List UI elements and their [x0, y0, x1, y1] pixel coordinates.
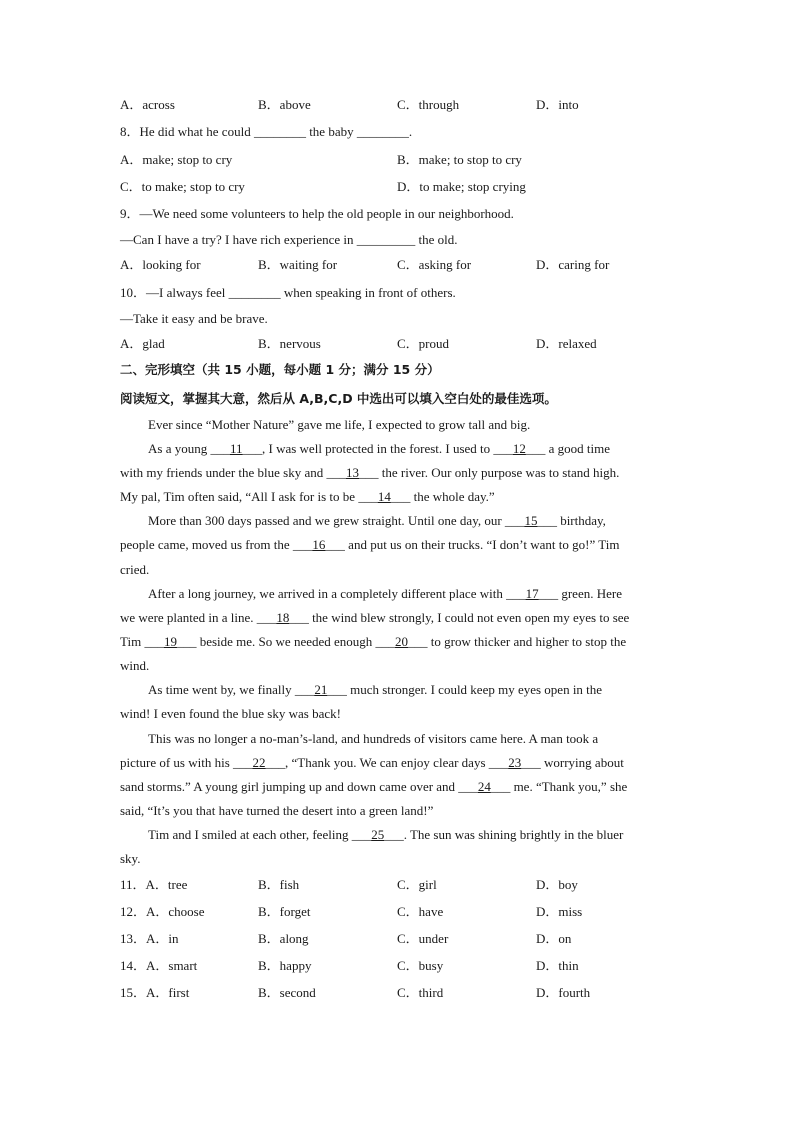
option-d: D．fourth: [536, 985, 591, 1000]
blank-number: 24: [477, 779, 491, 794]
blank-number: 15: [524, 513, 538, 528]
passage-line: Tim ___19___ beside me. So we needed enough ___20___ to grow thicker and higher to stop the: [120, 634, 627, 649]
option-b: B．make; to stop to cry: [397, 152, 522, 167]
option-d: D．caring for: [536, 257, 610, 272]
option-d: D．thin: [536, 958, 579, 973]
section-instruction: 阅读短文，掌握其大意，然后从 A,B,C,D 中选出可以填入空白处的最佳选项。: [120, 391, 557, 406]
passage-line: people came, moved us from the ___16___ and put us on their trucks. “I don’t want to go!” Tim: [120, 537, 620, 552]
passage-line: wind.: [120, 658, 150, 673]
passage-line: As a young ___11___, I was well protected in the forest. I used to ___12___ a good time: [148, 441, 611, 456]
option-b: B．nervous: [258, 336, 321, 351]
option-b: B．above: [258, 97, 311, 112]
option-a: 15．A．first: [120, 985, 190, 1000]
blank-number: 18: [276, 610, 290, 625]
option-c: C．under: [397, 931, 449, 946]
option-d: D．into: [536, 97, 579, 112]
passage-line: Ever since “Mother Nature” gave me life, I expected to grow tall and big.: [148, 417, 531, 432]
option-b: B．second: [258, 985, 316, 1000]
blank-number: 23: [508, 755, 522, 770]
option-b: B．forget: [258, 904, 311, 919]
option-c: C．have: [397, 904, 444, 919]
option-d: D．miss: [536, 904, 583, 919]
option-a: 11．A．tree: [120, 877, 188, 892]
option-c: C．asking for: [397, 257, 472, 272]
option-d: D．relaxed: [536, 336, 597, 351]
option-c: C．to make; stop to cry: [120, 179, 245, 194]
q8-stem: 8．He did what he could ________ the baby ________.: [120, 124, 413, 139]
blank-number: 21: [314, 682, 328, 697]
q9-line2: —Can I have a try? I have rich experience in _________ the old.: [120, 232, 458, 247]
option-c: C．through: [397, 97, 460, 112]
option-a: A．glad: [120, 336, 165, 351]
option-a: 14．A．smart: [120, 958, 198, 973]
option-a: A．looking for: [120, 257, 201, 272]
passage-line: sand storms.” A young girl jumping up and down came over and ___24___ me. “Thank you,” she: [120, 779, 628, 794]
passage-line: This was no longer a no-man’s-land, and hundreds of visitors came here. A man took a: [148, 731, 599, 746]
option-c: C．girl: [397, 877, 437, 892]
passage-line: said, “It’s you that have turned the desert into a green land!”: [120, 803, 434, 818]
option-b: B．happy: [258, 958, 312, 973]
blank-number: 20: [395, 634, 409, 649]
option-b: B．along: [258, 931, 309, 946]
option-b: B．fish: [258, 877, 300, 892]
blank-number: 12: [512, 441, 526, 456]
option-a: 13．A．in: [120, 931, 179, 946]
passage-line: As time went by, we finally ___21___ much stronger. I could keep my eyes open in the: [148, 682, 603, 697]
option-d: D．to make; stop crying: [397, 179, 526, 194]
blank-number: 17: [525, 586, 539, 601]
blank-number: 22: [252, 755, 266, 770]
passage-line: More than 300 days passed and we grew straight. Until one day, our ___15___ birthday,: [148, 513, 606, 528]
option-a: 12．A．choose: [120, 904, 205, 919]
option-a: A．make; stop to cry: [120, 152, 233, 167]
option-c: C．third: [397, 985, 444, 1000]
passage-line: with my friends under the blue sky and ___13___ the river. Our only purpose was to stand high.: [120, 465, 620, 480]
passage-line: My pal, Tim often said, “All I ask for is to be ___14___ the whole day.”: [120, 489, 495, 504]
passage-line: After a long journey, we arrived in a completely different place with ___17___ green. Here: [148, 586, 622, 601]
option-b: B．waiting for: [258, 257, 338, 272]
passage-line: Tim and I smiled at each other, feeling ___25___. The sun was shining brightly in the bluer: [148, 827, 624, 842]
option-d: D．boy: [536, 877, 578, 892]
option-c: C．busy: [397, 958, 444, 973]
blank-number: 19: [163, 634, 177, 649]
option-a: A．across: [120, 97, 175, 112]
q9-line1: 9．—We need some volunteers to help the old people in our neighborhood.: [120, 206, 514, 221]
blank-number: 16: [312, 537, 326, 552]
passage-line: wind! I even found the blue sky was back!: [120, 706, 341, 721]
option-c: C．proud: [397, 336, 450, 351]
passage-line: picture of us with his ___22___, “Thank you. We can enjoy clear days ___23___ worrying about: [120, 755, 624, 770]
blank-number: 25: [371, 827, 385, 842]
section-title: 二、完形填空（共 15 小题，每小题 1 分；满分 15 分）: [120, 362, 440, 377]
passage-line: cried.: [120, 562, 150, 577]
option-d: D．on: [536, 931, 572, 946]
q10-line2: —Take it easy and be brave.: [120, 311, 268, 326]
blank-number: 11: [229, 441, 243, 456]
passage-line: sky.: [120, 851, 141, 866]
passage-line: we were planted in a line. ___18___ the wind blew strongly, I could not even open my eyes to see: [120, 610, 630, 625]
blank-number: 13: [346, 465, 360, 480]
q10-line1: 10．—I always feel ________ when speaking in front of others.: [120, 285, 456, 300]
blank-number: 14: [377, 489, 391, 504]
